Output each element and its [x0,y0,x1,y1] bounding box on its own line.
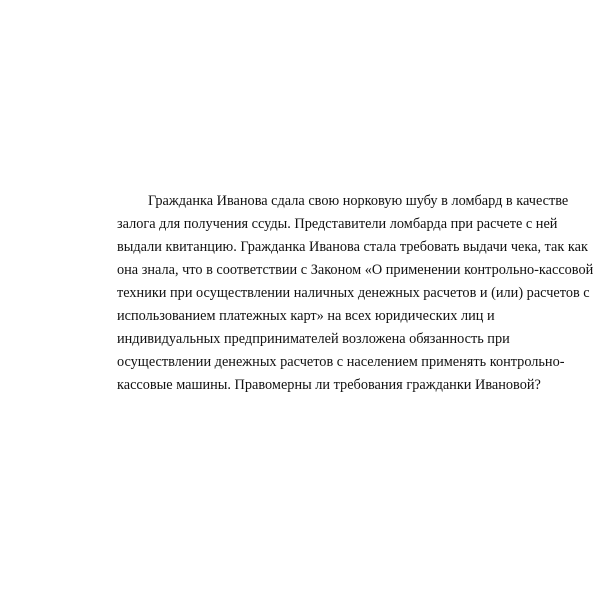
paragraph-line: выдали квитанцию. Гражданка Иванова стала требовать выдачи чека, так как [117,239,588,255]
paragraph-line: залога для получения ссуды. Представители ломбарда при расчете с ней [117,216,558,232]
task-paragraph [117,190,594,397]
paragraph-line: индивидуальных предпринимателей возложена обязанность при [117,331,510,347]
paragraph-line: использованием платежных карт» на всех юридических лиц и [117,308,495,324]
paragraph-line: кассовые машины. Правомерны ли требования гражданки Ивановой? [117,377,541,393]
paragraph-line: осуществлении денежных расчетов с населением применять контрольно- [117,354,565,370]
paragraph-line: она знала, что в соответствии с Законом «О применении контрольно-кассовой [117,262,594,278]
paragraph-line: Гражданка Иванова сдала свою норковую шубу в ломбард в качестве [148,193,569,209]
paragraph-line: техники при осуществлении наличных денежных расчетов и (или) расчетов с [117,285,590,301]
